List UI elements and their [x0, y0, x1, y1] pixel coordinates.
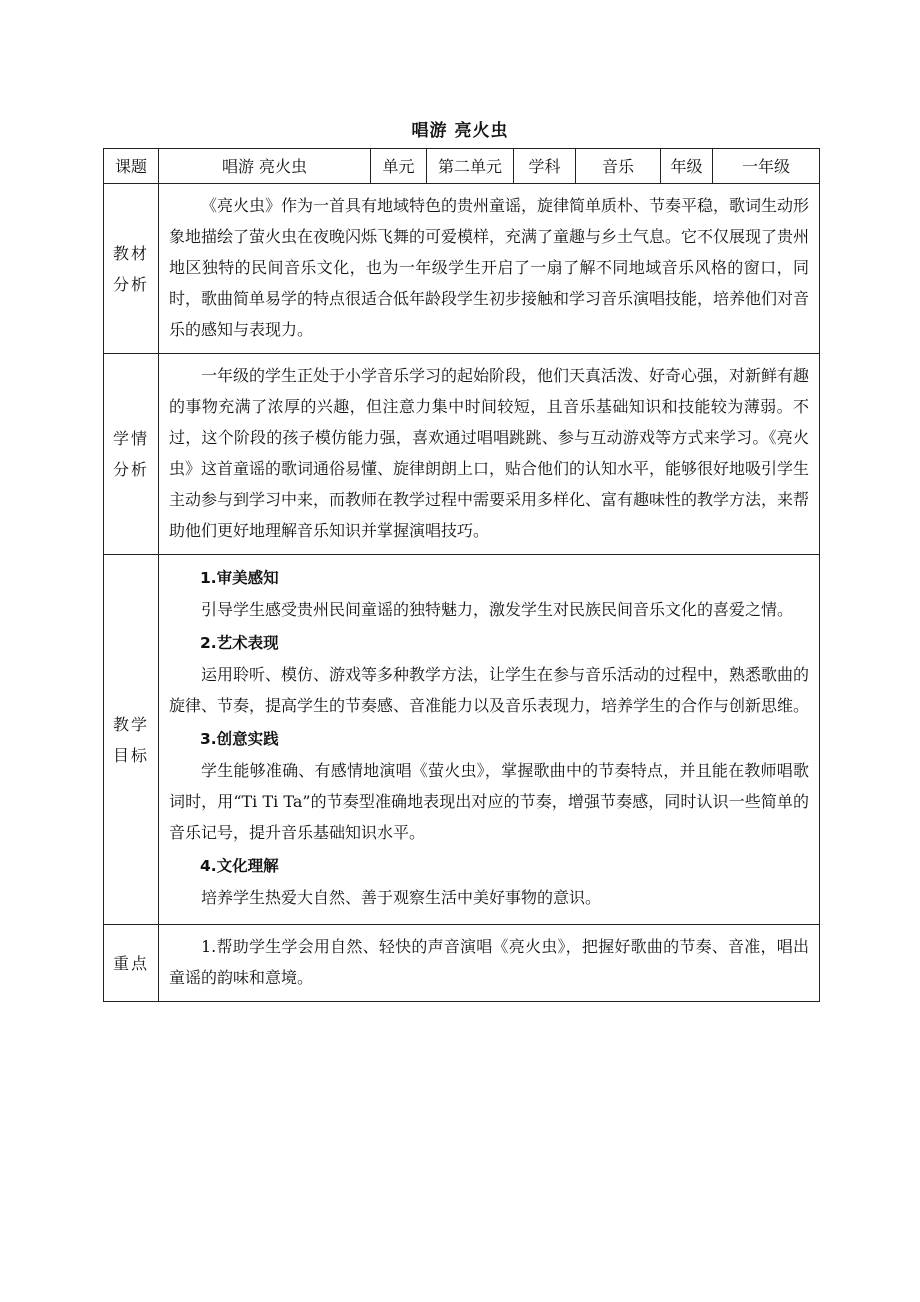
goal-heading: 1.审美感知 — [200, 569, 279, 587]
page-title: 唱游 亮火虫 — [411, 121, 509, 141]
teaching-goals-label — [104, 555, 159, 925]
goal-text: 引导学生感受贵州民间童谣的独特魅力，激发学生对民族民间音乐文化的喜爱之情。 — [201, 600, 794, 619]
goal-heading: 3.创意实践 — [200, 730, 279, 748]
material-analysis-label-line2: 分析 — [112, 274, 149, 294]
learner-analysis-content — [159, 354, 820, 555]
learner-analysis-row — [104, 354, 820, 555]
grade-label: 年级 — [661, 149, 713, 184]
material-analysis-content — [159, 184, 820, 354]
material-analysis-label-line1: 教材 — [112, 243, 149, 263]
subject-label: 学科 — [514, 149, 576, 184]
teaching-goals-label-line2: 目标 — [112, 745, 149, 765]
material-analysis-row — [104, 184, 820, 354]
topic-value: 唱游 亮火虫 — [159, 149, 371, 184]
key-points-row — [104, 925, 820, 1002]
teaching-goals-label-line1: 教学 — [112, 714, 149, 734]
learner-analysis-label-line2: 分析 — [112, 460, 149, 479]
learner-analysis-label-line1: 学情 — [112, 429, 149, 448]
goal-text: 培养学生热爱大自然、善于观察生活中美好事物的意识。 — [201, 888, 602, 907]
material-analysis-label — [104, 184, 159, 354]
learner-analysis-label — [104, 354, 159, 555]
material-analysis-text: 《亮火虫》作为一首具有地域特色的贵州童谣，旋律简单质朴、节奏平稳，歌词生动形象地描绘了萤火虫在夜晚闪烁飞舞的可爱模样，充满了童趣与乡土气息。它不仅展现了贵州地区独特的民间音乐文化，也为一年级学生开启了一扇了解不同地域音乐风格的窗口，同时，歌曲简单易学的特点很适合低年龄段学生初步接触和学习音乐演唱技能，培养他们对音乐的感知与表现力。 — [169, 196, 810, 339]
key-points-content — [159, 925, 820, 1002]
goal-text: 学生能够准确、有感情地演唱《萤火虫》，掌握歌曲中的节奏特点，并且能在教师唱歌词时，用“Ti Ti Ta”的节奏型准确地表现出对应的节奏，增强节奏感，同时认识一些简单的音乐记号，提升音乐基础知识水平。 — [169, 761, 809, 842]
unit-value: 第二单元 — [427, 149, 514, 184]
goal-heading: 4.文化理解 — [200, 857, 279, 875]
lesson-plan-table — [103, 148, 820, 1002]
header-row — [104, 149, 820, 184]
teaching-goals-content — [159, 555, 820, 925]
key-points-text: 1.帮助学生学会用自然、轻快的声音演唱《亮火虫》，把握好歌曲的节奏、音准，唱出童谣的韵味和意境。 — [169, 937, 809, 987]
unit-label: 单元 — [371, 149, 427, 184]
learner-analysis-text: 一年级的学生正处于小学音乐学习的起始阶段，他们天真活泼、好奇心强，对新鲜有趣的事物充满了浓厚的兴趣，但注意力集中时间较短，且音乐基础知识和技能较为薄弱。不过，这个阶段的孩子模仿能力强，喜欢通过唱唱跳跳、参与互动游戏等方式来学习。《亮火虫》这首童谣的歌词通俗易懂、旋律朗朗上口，贴合他们的认知水平，能够很好地吸引学生主动参与到学习中来，而教师在教学过程中需要采用多样化、富有趣味性的教学方法，来帮助他们更好地理解音乐知识并掌握演唱技巧。 — [169, 366, 810, 540]
grade-value: 一年级 — [713, 149, 820, 184]
key-points-label: 重点 — [104, 925, 159, 1002]
topic-label: 课题 — [104, 149, 159, 184]
goal-text: 运用聆听、模仿、游戏等多种教学方法，让学生在参与音乐活动的过程中，熟悉歌曲的旋律、节奏，提高学生的节奏感、音准能力以及音乐表现力，培养学生的合作与创新思维。 — [169, 665, 810, 715]
teaching-goals-row — [104, 555, 820, 925]
subject-value: 音乐 — [576, 149, 661, 184]
goal-heading: 2.艺术表现 — [200, 634, 279, 652]
